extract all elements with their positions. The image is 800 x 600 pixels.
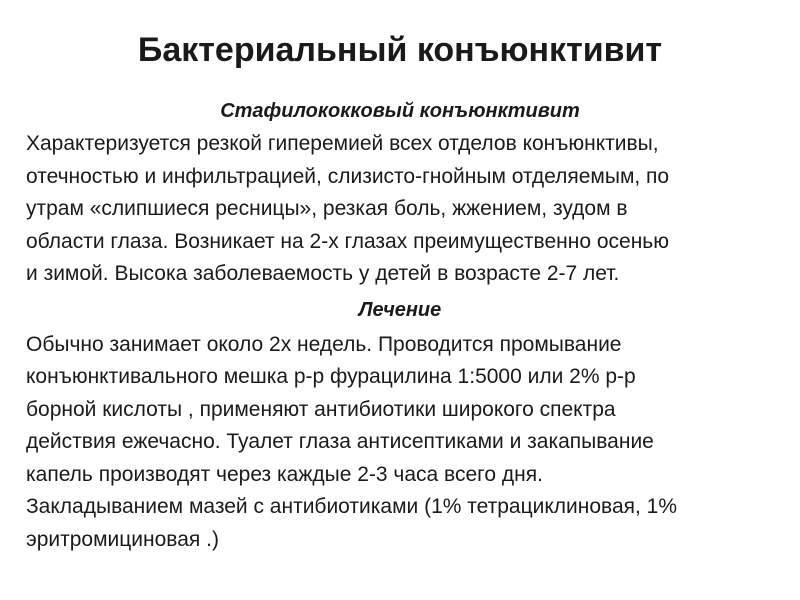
section-heading-treatment: Лечение: [358, 298, 442, 321]
text-line: Закладыванием мазей с антибиотиками (1% тетрациклиновая, 1%: [26, 495, 678, 518]
text-line: конъюнктивального мешка р-р фурацилина 1:5000 или 2% р-р: [26, 365, 636, 388]
text-line: утрам «слипшиеся ресницы», резкая боль, жжением, зудом в: [26, 197, 628, 220]
text-line: области глаза. Возникает на 2-х глазах преимущественно осенью: [26, 229, 670, 253]
text-line: Характеризуется резкой гиперемией всех отделов конъюнктивы,: [26, 132, 659, 155]
slide-title: Бактериальный конъюнктивит: [137, 31, 663, 69]
text-line: и зимой. Высока заболеваемость у детей в возрасте 2-7 лет.: [26, 262, 620, 285]
text-line: отечностью и инфильтрацией, слизисто-гнойным отделяемым, по: [26, 164, 670, 188]
description-paragraph: [26, 128, 776, 291]
text-line: борной кислоты , применяют антибиотики широкого спектра: [26, 397, 616, 421]
text-line: капель производят через каждые 2-3 часа всего дня.: [26, 462, 543, 486]
text-line: эритромициновая .): [26, 527, 219, 551]
treatment-paragraph: [26, 329, 776, 557]
text-line: действия ежечасно. Туалет глаза антисептиками и закапывание: [26, 430, 654, 453]
text-line: Обычно занимает около 2х недель. Проводится промывание: [26, 332, 622, 356]
section-heading-staphylococcal: Стафилококковый конъюнктивит: [220, 100, 580, 122]
